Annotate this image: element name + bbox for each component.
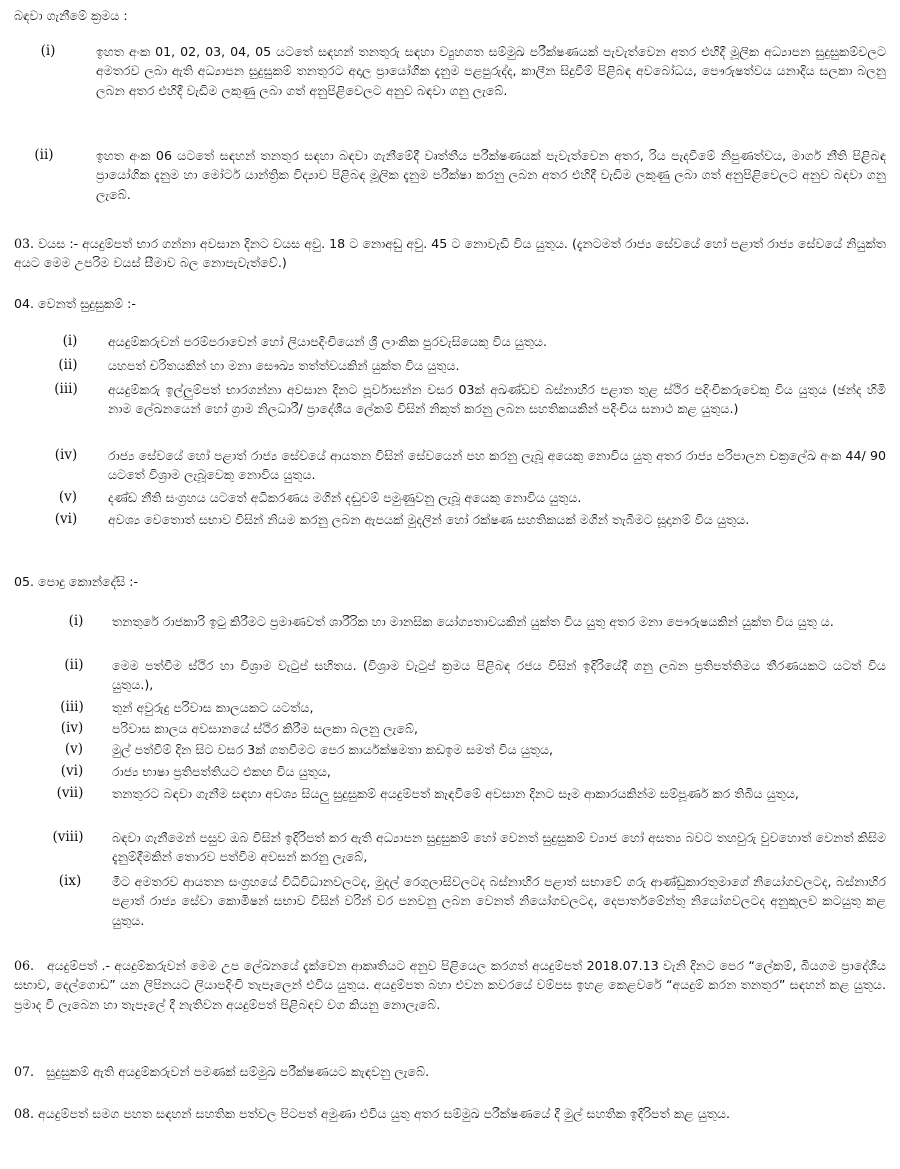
section-text: අයදුම්කරුවන් මෙම උප ලේඛනයේ දැක්වෙන ආකෘතියට අනුව පිළියෙල කරගත් අයදුම්පත් 2018.07.13 වැනි දිනට පෙර “ලේකම්, බියගම ප්‍රාදේශීය සභාව, දෙල්ගොඩ” යන ලිපිනයට ලියාපදිංචි තැපෑලෙන් එවිය යුතුය. අයදුම්පත බහා එවන කවරයේ වම්පස ඉහළ කෙළවරේ “අයදුම් කරන තනතුර” සඳහන් කළ යුතුය. ප්‍රමාද වී ලැබෙන හා තැපෑලේ දී නැතිවන අයදුම්පත් පිළිබඳව වග කියනු නොලැබේ. — [14, 958, 886, 1012]
item-number: (i) — [40, 43, 56, 59]
item-number: (i) — [68, 613, 84, 629]
item-text: අයදුම්කරු ඉල්ලුම්පත් භාරගන්නා අවසාන දිනට පූර්වාසන්න වසර 03ක් අඛණ්ඩව බස්නාහිර පළාත තුළ ස්ථිර පදිංචිකරුවෙකු විය යුතුය (ඡන්ද හිමි නාම ලේඛනයෙන් හෝ ග්‍රාම නිලධාරී/ ප්‍රාදේශීය ලේකම් විසින් නිකුත් කරනු ලබන සහතිකයකින් පදිංචිය සනාථ කළ යුතුය.) — [108, 382, 886, 417]
item-text: තනතුරේ රාජකාරි ඉටු කිරීමට ප්‍රමාණවත් ශාරීරික හා මානසික යෝග්‍යතාවයකින් යුක්ත විය යුතු අතර මනා පෞරුෂයකින් යුක්ත විය යුතු ය. — [112, 614, 834, 629]
section-label: වයස :- — [38, 236, 79, 251]
item-number: (vii) — [56, 785, 84, 801]
item-number: (viii) — [52, 829, 84, 845]
item-number: (ix) — [58, 873, 82, 889]
item-text: ඉහත අංක 06 යටතේ සඳහන් තනතුර සඳහා බඳවා ගැනීමේදී වෘත්තීය පරීක්ෂණයක් පැවැත්වෙන අතර, රිය පැදවීමේ නිපුණත්වය, මාර්ග නීති පිළිබඳ ප්‍රායෝගික දැනුම හා මෝටර් යාන්ත්‍රික විද්‍යාව පිළිබඳ මූලික දැනුම පරීක්ෂා කරනු ලබන අතර එහිදී වැඩිම ලකුණු ලබා ගත් අනුපිළිවෙලට අනුව බඳවා ගනු ලැබේ. — [96, 148, 886, 202]
item-number: (ii) — [34, 147, 54, 163]
item-text: මෙම පත්වීම ස්ථිර හා විශ්‍රාම වැටුප් සහිතය. (විශ්‍රාම වැටුප් ක්‍රමය පිළිබඳ රජය විසින් ඉදිරියේදී ගනු ලබන ප්‍රතිපත්තිමය තීරණයකට යටත් විය යුතුය.), — [112, 658, 886, 693]
item-number: (iii) — [54, 381, 78, 397]
other-qualifications-heading: 04. වෙනත් සුදුසුකම් :- — [14, 296, 136, 311]
item-text: බඳවා ගැනීමෙන් පසුව ඔබ විසින් ඉදිරිපත් කර ඇති අධ්‍යාපන සුදුසුකම් හෝ වෙනත් සුදුසුකම් ව්‍යාජ හෝ අසත්‍ය බවට තහවුරු වුවහොත් වෙනත් කිසිම දැනුම්දීමකින් තොරව පත්වීම අවසන් කරනු ලැබේ, — [112, 830, 886, 865]
section-number: 03. — [14, 236, 35, 251]
item-number: (v) — [58, 489, 78, 505]
item-text: රාජ්‍ය සේවයේ හෝ පළාත් රාජ්‍ය සේවයේ ආයතන විසින් සේවයෙන් පහ කරනු ලැබූ අයෙකු නොවිය යුතු අතර රාජ්‍ය පරිපාලන චක්‍රලේඛ අංක 44/ 90 යටතේ විශ්‍රාම ලැබූවෙකු නොවිය යුතුය. — [108, 448, 886, 483]
item-number: (i) — [62, 333, 78, 349]
item-text: මුල් පත්වීම් දින සිට වසර 3ක් ගතවීමට පෙර කාර්යක්ෂමතා කඩඉම සමත් විය යුතුය, — [112, 742, 554, 757]
section-number: 08. — [14, 1106, 35, 1121]
item-number: (vi) — [54, 511, 78, 527]
item-text: අයදුම්කරුවන් පරම්පරාවෙන් හෝ ලියාපදිංචියෙන් ශ්‍රී ලාංකික පුරවැසියෙකු විය යුතුය. — [108, 334, 547, 349]
item-number: (vi) — [60, 763, 84, 779]
item-text: තනතුරට බඳවා ගැනීම සඳහා අවශ්‍ය සියලු සුදුසුකම් අයදුම්පත් කැඳවීමේ අවසාන දිනට සෑම ආකාරයකින්ම සම්පූර්ණ කර තිබිය යුතුය, — [112, 786, 799, 801]
item-number: (v) — [64, 741, 84, 757]
section-number: 06. — [14, 958, 35, 973]
section-label: අයදුම්පත් .- — [46, 958, 111, 973]
age-section — [14, 234, 886, 273]
general-conditions-heading: 05. පොදු කොන්දේසි :- — [14, 574, 139, 589]
item-number: (ii) — [64, 657, 84, 673]
item-text: තුන් අවුරුදු පරිවාස කාලයකට යටත්ය, — [112, 700, 314, 715]
item-number: (iv) — [60, 720, 84, 736]
section-text: සුදුසුකම් ඇති අයදුම්කරුවන් පමණක් සම්මුඛ පරීක්ෂණයට කැඳවනු ලැබේ. — [46, 1064, 430, 1079]
item-text: පරිවාස කාලය අවසානයේ ස්ථිර කිරීම සලකා බලනු ලැබේ, — [112, 721, 418, 736]
item-text: ඉහත අංක 01, 02, 03, 04, 05 යටතේ සඳහන් තනතුරු සඳහා ව්‍යුහගත සම්මුඛ පරීක්ෂණයක් පැවැත්වෙන අතර එහිදී මූලික අධ්‍යාපන සුදුසුකම්වලට අමතරව ලබා ඇති අධ්‍යාපන සුදුසුකම් තනතුරට අදාල ප්‍රායෝගික දැනුම පළපුරුද්ද, කාලීන සිදුවීම් පිළිබඳ අවබෝධය, පෞරුෂත්වය යනාදිය සලකා බලනු ලබන අතර එහිදී වැඩිම ලකුණු ලබා ගත් අනුපිළිවෙලට අනුව බඳවා ගනු ලැබේ. — [96, 44, 886, 98]
recruitment-method-heading: බඳවා ගැනීමේ ක්‍රමය : — [14, 8, 128, 23]
section-text: අයදුම්පත් සමග පහත සඳහන් සහතික පත්වල පිටපත් අමුණා එවිය යුතු අතර සම්මුඛ පරීක්ෂණයේ දී මුල් සහතික ඉදිරිපත් කළ යුතුය. — [38, 1106, 730, 1121]
section-08 — [14, 1104, 886, 1123]
section-07 — [14, 1062, 886, 1081]
item-number: (iv) — [54, 447, 78, 463]
section-text: අයදුම්පත් භාර ගන්නා අවසාන දිනට වයස අවු. 18 ට නොඅඩු අවු. 45 ට නොවැඩි විය යුතුය. (දැනටමත් රාජ්‍ය සේවයේ හෝ පළාත් රාජ්‍ය සේවයේ නියුක්ත අයට මෙම උපරිම වයස් සීමාව බල නොපැවැත්වේ.) — [14, 236, 886, 271]
item-text: රාජ්‍ය භාෂා ප්‍රතිපත්තියට එකඟ විය යුතුය, — [112, 764, 331, 779]
section-number: 07. — [14, 1064, 35, 1079]
applications-section — [14, 956, 886, 1014]
item-text: අවශ්‍ය වෙතොත් සභාව විසින් නියම කරනු ලබන ඇපයක් මුදලින් හෝ රක්ෂණ සහතිකයක් මගින් තැබීමට සූදානම් විය යුතුය. — [108, 512, 750, 527]
item-text: දණ්ඩ නීති සංග්‍රහය යටතේ අධිකරණය මගින් දඬුවම් පමුණුවනු ලැබූ අයෙකු නොවිය යුතුය. — [108, 490, 582, 505]
item-text: මීට අමතරව ආයතන සංග්‍රහයේ විධිවිධානවලටද, මුදල් රෙගුලාසිවලටද බස්නාහිර පළාත් සභාවේ ගරු ආණ්ඩුකාරතුමාගේ නියෝගවලටද, බස්නාහිර පළාත් රාජ්‍ය සේවා කොමිෂන් සභාව විසින් වරින් වර පනවනු ලබන වෙනත් නියෝගවලටද, දෙපාර්තමේන්තු නියෝගවලටද අනුකූලව කටයුතු කළ යුතුය. — [112, 874, 886, 928]
item-number: (ii) — [58, 357, 78, 373]
item-text: යහපත් චරිතයකින් හා මනා සෞඛ්‍ය තත්ත්වයකින් යුක්ත විය යුතුය. — [108, 358, 460, 373]
item-number: (iii) — [60, 699, 84, 715]
